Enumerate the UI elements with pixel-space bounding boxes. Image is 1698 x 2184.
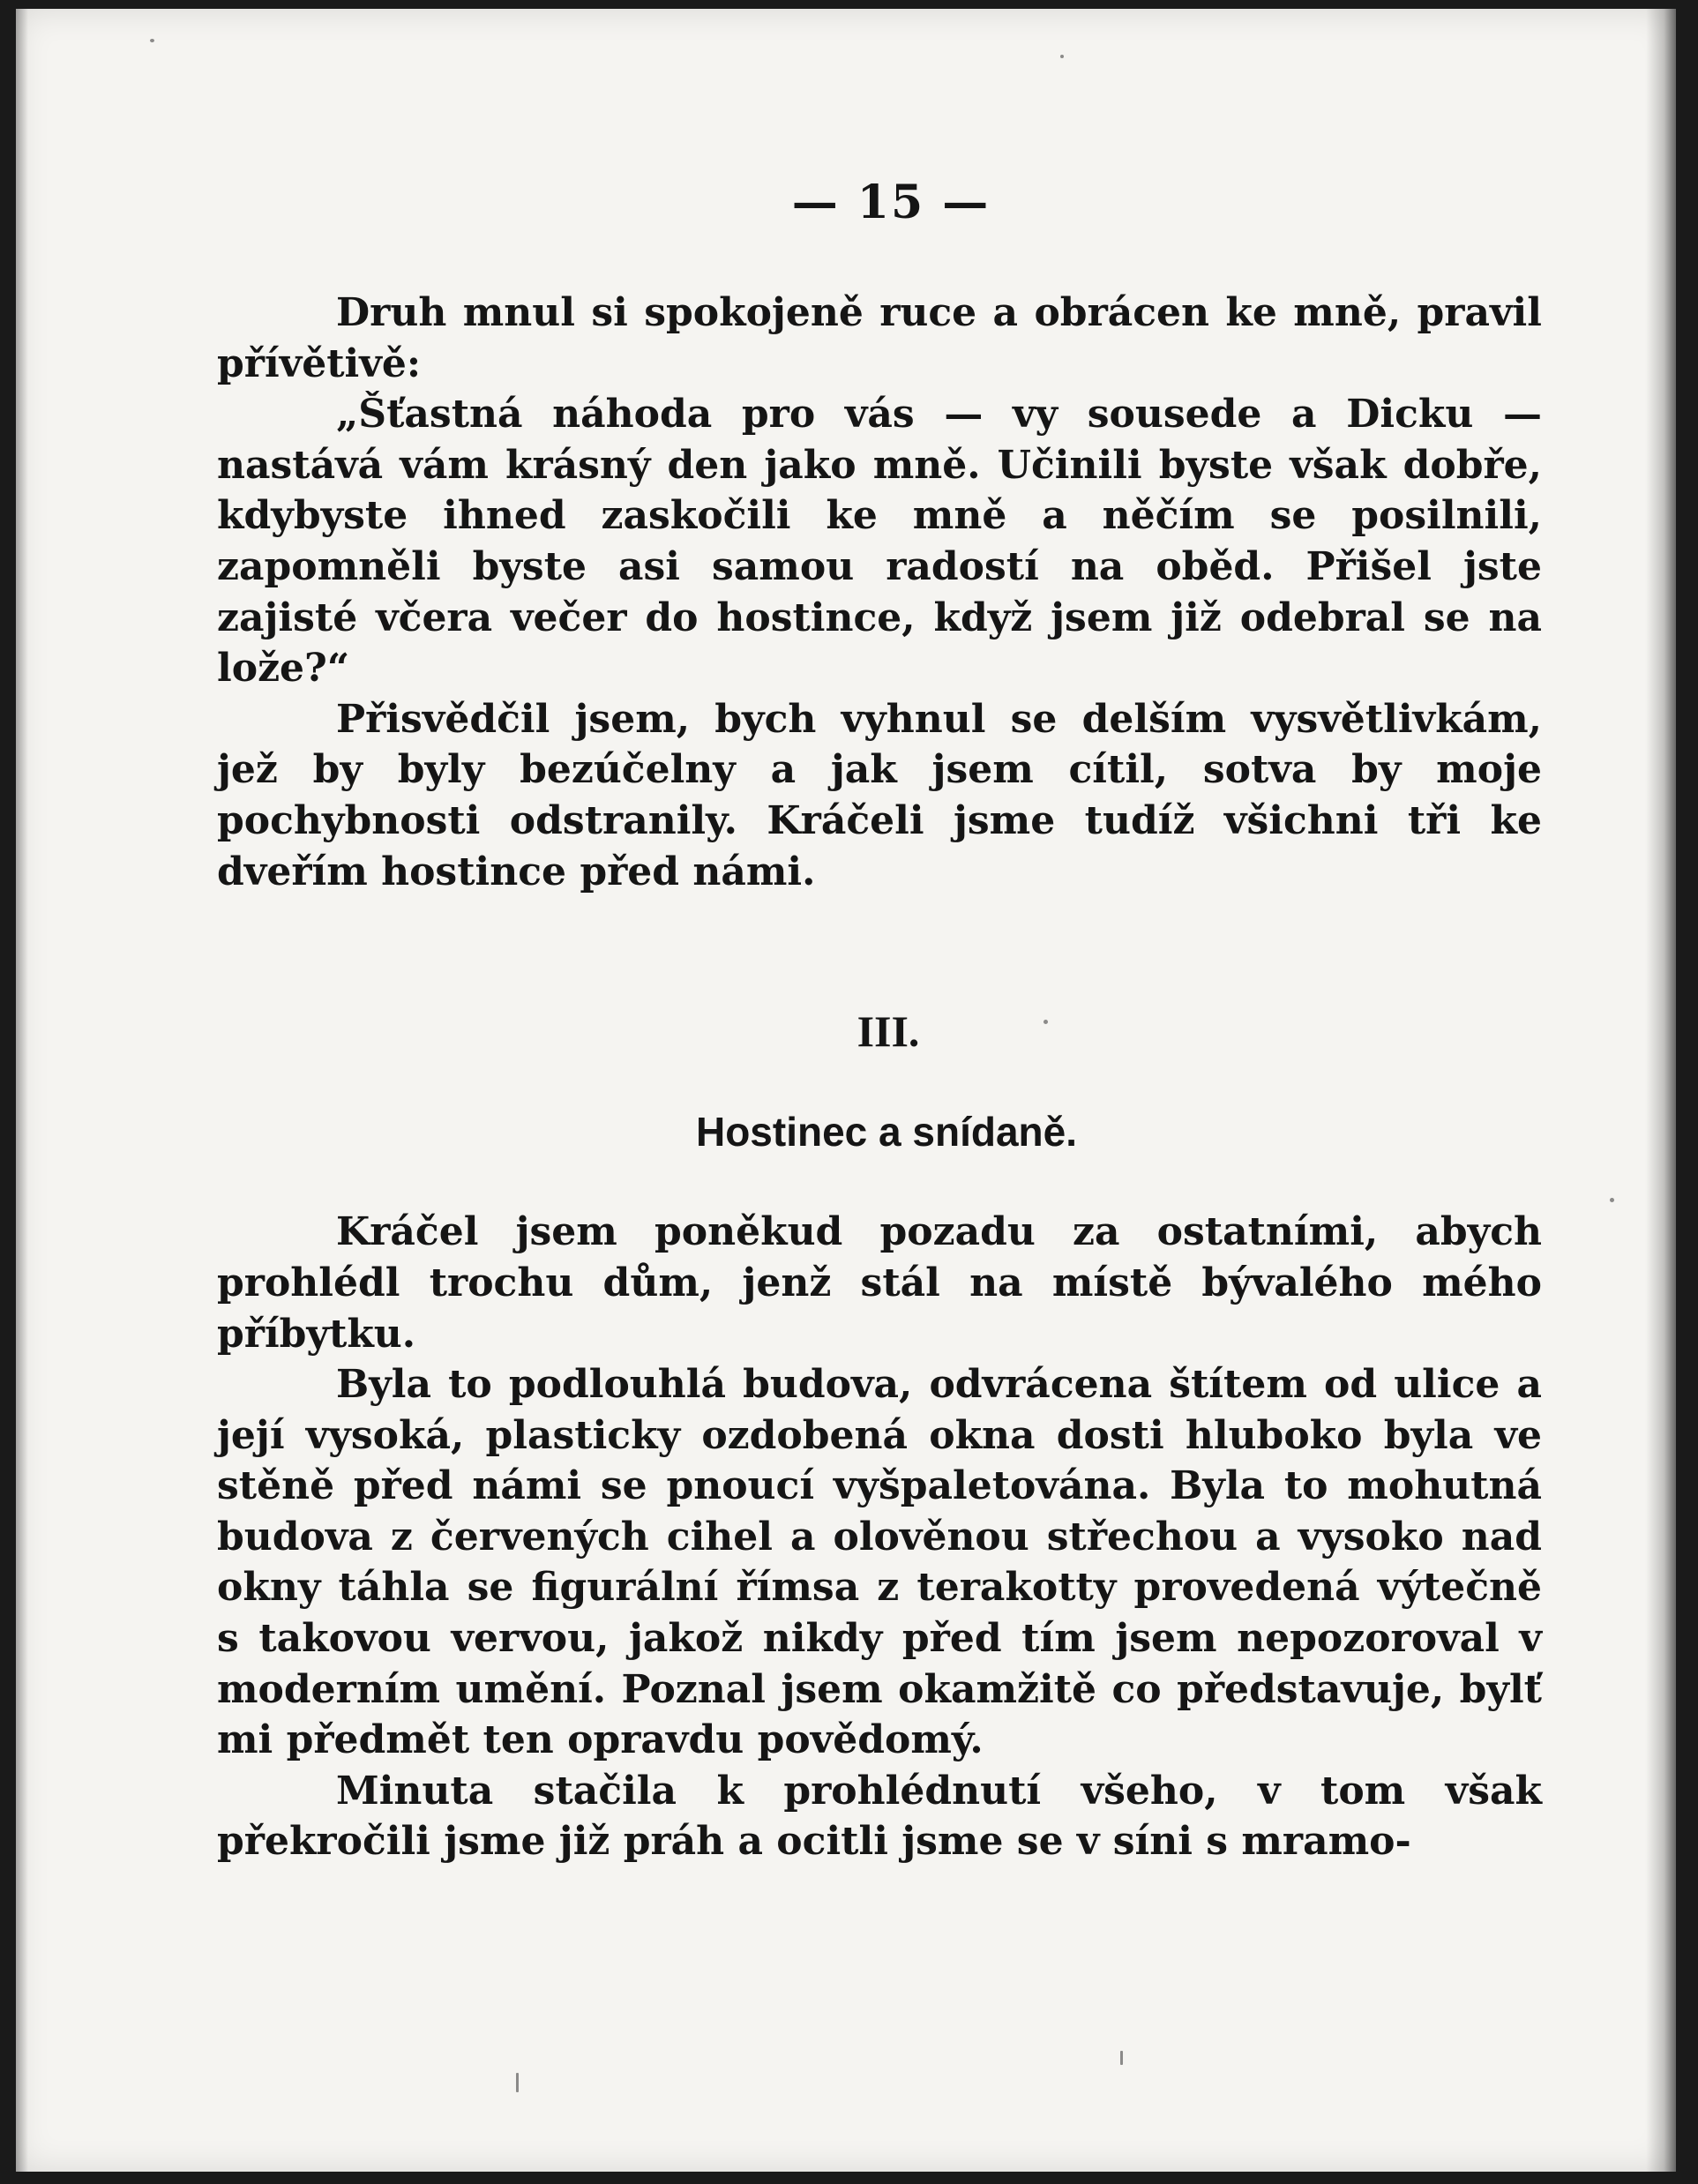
paragraph: „Šťastná náhoda pro vás — vy sousede a Dicku — nastává vám krásný den jako mně. Učinili byste však dobře, kdybyste ihned zaskočili ke mně a něčím se posilnili, zapomněli byste asi samou radostí na oběd. Přišel jste zajisté včera večer do hostince, když jsem již odebral se na lože?“ bbox=[217, 392, 1542, 692]
chapter-title: Hostinec a snídaně. bbox=[695, 1108, 1077, 1155]
scanned-page bbox=[16, 9, 1676, 2172]
paragraph: Minuta stačila k prohlédnutí všeho, v tom však překročili jsme již práh a ocitli jsme se v síni s mramo- bbox=[217, 1768, 1542, 1865]
scan-shadow-left bbox=[16, 9, 28, 2172]
paragraph: Přisvědčil jsem, bych vyhnul se delším vysvětlivkám, jež by byly bezúčelny a jak jsem cítil, sotva by moje pochybnosti odstranily. Kráčeli jsme tudíž všichni tři ke dveřím hostince před námi. bbox=[217, 696, 1542, 894]
paragraph: Druh mnul si spokojeně ruce a obrácen ke mně, pravil přívětivě: bbox=[217, 290, 1542, 386]
page-text bbox=[217, 176, 1542, 1867]
print-speck bbox=[1120, 2051, 1123, 2065]
print-speck bbox=[150, 39, 154, 42]
chapter-number: III. bbox=[856, 1006, 920, 1057]
print-speck bbox=[1060, 55, 1064, 58]
paragraph: Kráčel jsem poněkud pozadu za ostatními, abych prohlédl trochu dům, jenž stál na místě bývalého mého příbytku. bbox=[217, 1209, 1542, 1357]
paragraph: Byla to podlouhlá budova, odvrácena štítem od ulice a její vysoká, plasticky ozdobená okna dosti hluboko byla ve stěně před námi se pnoucí vyšpaletována. Byla to mohutná budova z červených cihel a olověnou střechou a vysoko nad okny táhla se figurální římsa z terakotty provedená výtečně s takovou vervou, jakož nikdy před tím jsem nepozoroval v moderním umění. Poznal jsem okamžitě co představuje, bylť mi předmět ten opravdu povědomý. bbox=[217, 1362, 1542, 1763]
scan-shadow-right bbox=[1646, 9, 1676, 2172]
print-speck bbox=[1610, 1198, 1614, 1202]
print-speck bbox=[516, 2073, 519, 2092]
page-number: — 15 — bbox=[791, 176, 991, 229]
